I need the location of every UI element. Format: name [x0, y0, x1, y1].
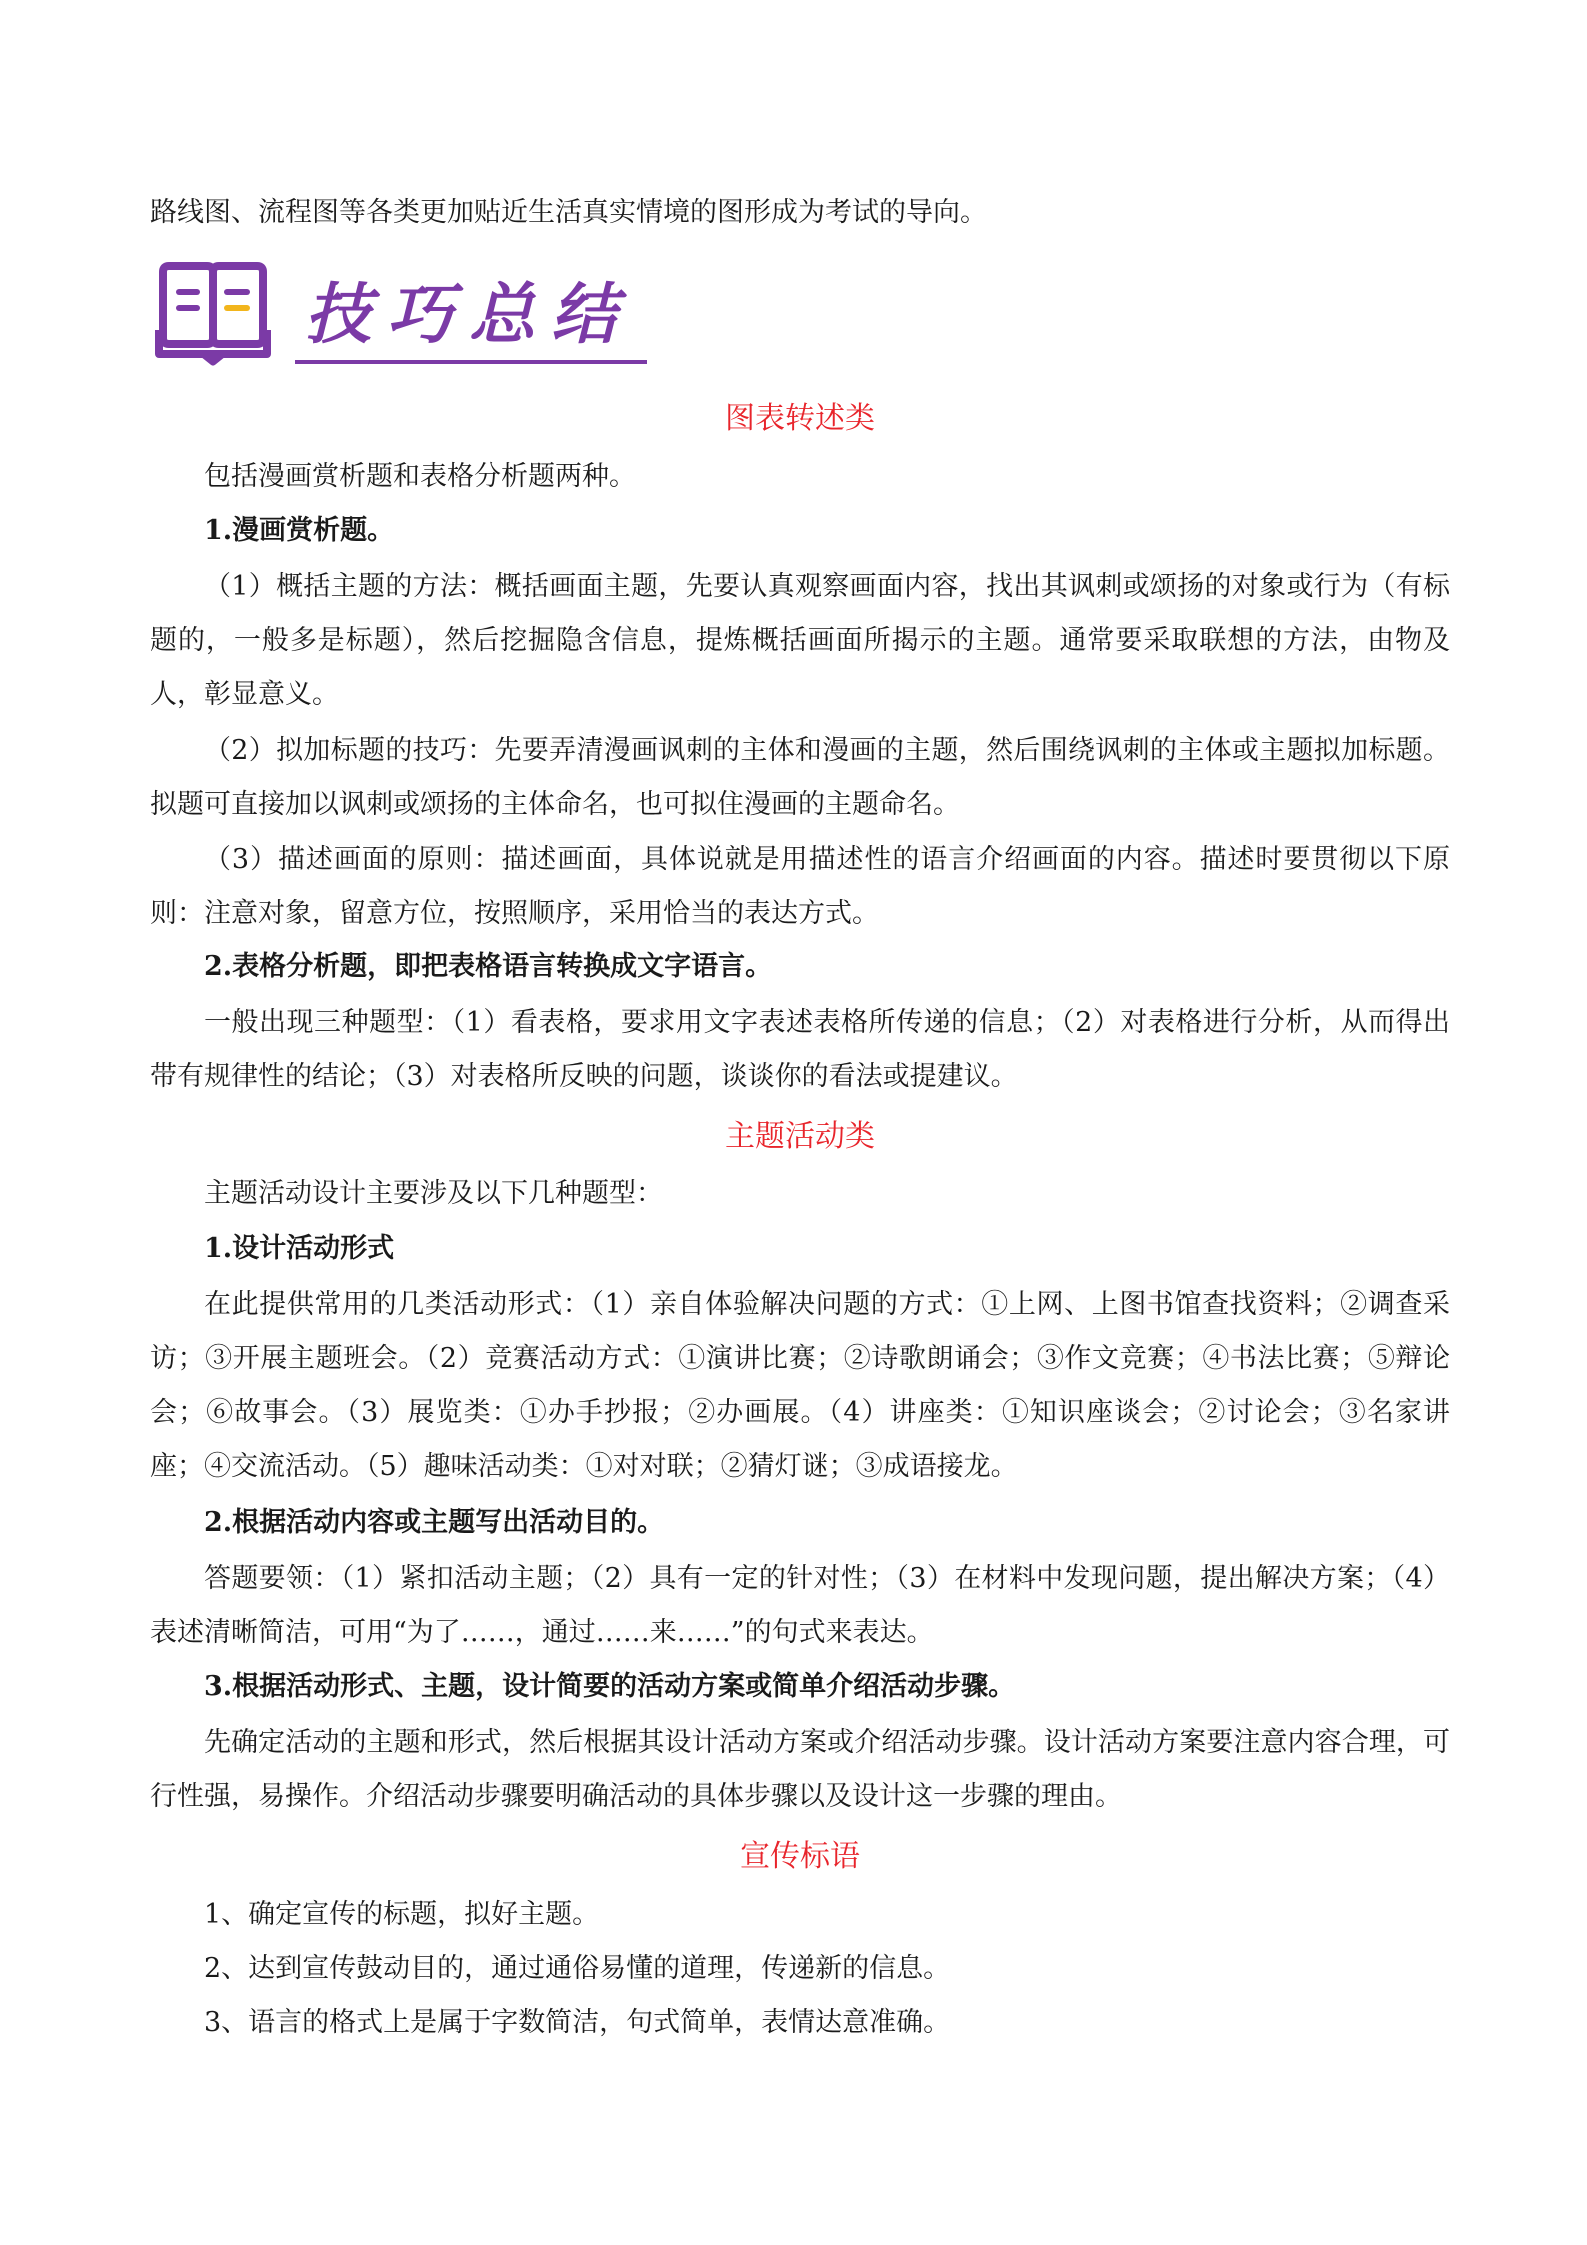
activities-para-3: 先确定活动的主题和形式，然后根据其设计活动方案或介绍活动步骤。设计活动方案要注意内容合理，可行性强，易操作。介绍活动步骤要明确活动的具体步骤以及设计这一步骤的理由。	[150, 1727, 1450, 1812]
slogan-item: 2、达到宣传鼓动目的，通过通俗易懂的道理，传递新的信息。	[204, 1953, 951, 1984]
charts-intro: 包括漫画赏析题和表格分析题两种。	[204, 461, 636, 492]
charts-para-4: 一般出现三种题型：（1）看表格，要求用文字表述表格所传递的信息；（2）对表格进行分析，从而得出带有规律性的结论；（3）对表格所反映的问题，谈谈你的看法或提建议。	[150, 1007, 1450, 1092]
charts-heading-2: 2.表格分析题，即把表格语言转换成文字语言。	[204, 951, 773, 982]
section-title-slogans: 宣传标语	[740, 1839, 860, 1874]
section-title-charts: 图表转述类	[725, 401, 875, 436]
slogan-item: 3、语言的格式上是属于字数简洁，句式简单，表情达意准确。	[204, 2007, 951, 2038]
book-icon	[159, 266, 267, 362]
activities-para-2: 答题要领：（1）紧扣活动主题；（2）具有一定的针对性；（3）在材料中发现问题，提出解决方案；（4）表述清晰简洁，可用“为了……，通过……来……”的句式来表达。	[150, 1563, 1450, 1648]
intro-line: 路线图、流程图等各类更加贴近生活真实情境的图形成为考试的导向。	[150, 197, 987, 228]
charts-para-3: （3）描述画面的原则：描述画面，具体说就是用描述性的语言介绍画面的内容。描述时要贯彻以下原则：注意对象，留意方位，按照顺序，采用恰当的表达方式。	[150, 844, 1450, 929]
section-banner	[155, 258, 650, 378]
activities-heading-2: 2.根据活动内容或主题写出活动目的。	[204, 1507, 665, 1538]
activities-para-1: 在此提供常用的几类活动形式：（1）亲自体验解决问题的方式：①上网、上图书馆查找资料；②调查采访；③开展主题班会。（2）竞赛活动方式：①演讲比赛；②诗歌朗诵会；③作文竞赛；④书法比赛；⑤辩论会；⑥故事会。（3）展览类：①办手抄报；②办画展。（4）讲座类：①知识座谈会；②讨论会；③名家讲座；④交流活动。（5）趣味活动类：①对对联；②猜灯谜；③成语接龙。	[150, 1289, 1450, 1482]
charts-para-1: （1）概括主题的方法：概括画面主题，先要认真观察画面内容，找出其讽刺或颂扬的对象或行为（有标题的，一般多是标题），然后挖掘隐含信息，提炼概括画面所揭示的主题。通常要采取联想的方法，由物及人，彰显意义。	[150, 571, 1450, 710]
section-title-activities: 主题活动类	[725, 1119, 875, 1154]
activities-heading-3: 3.根据活动形式、主题，设计简要的活动方案或简单介绍活动步骤。	[204, 1671, 1016, 1702]
activities-intro: 主题活动设计主要涉及以下几种题型：	[204, 1178, 663, 1209]
activities-heading-1: 1.设计活动形式	[204, 1233, 395, 1264]
charts-para-2: （2）拟加标题的技巧：先要弄清漫画讽刺的主体和漫画的主题，然后围绕讽刺的主体或主题拟加标题。拟题可直接加以讽刺或颂扬的主体命名，也可拟住漫画的主题命名。	[150, 735, 1450, 820]
charts-heading-1: 1.漫画赏析题。	[204, 515, 395, 546]
slogan-item: 1、确定宣传的标题，拟好主题。	[204, 1899, 600, 1930]
banner-title: 技巧总结	[305, 275, 633, 353]
